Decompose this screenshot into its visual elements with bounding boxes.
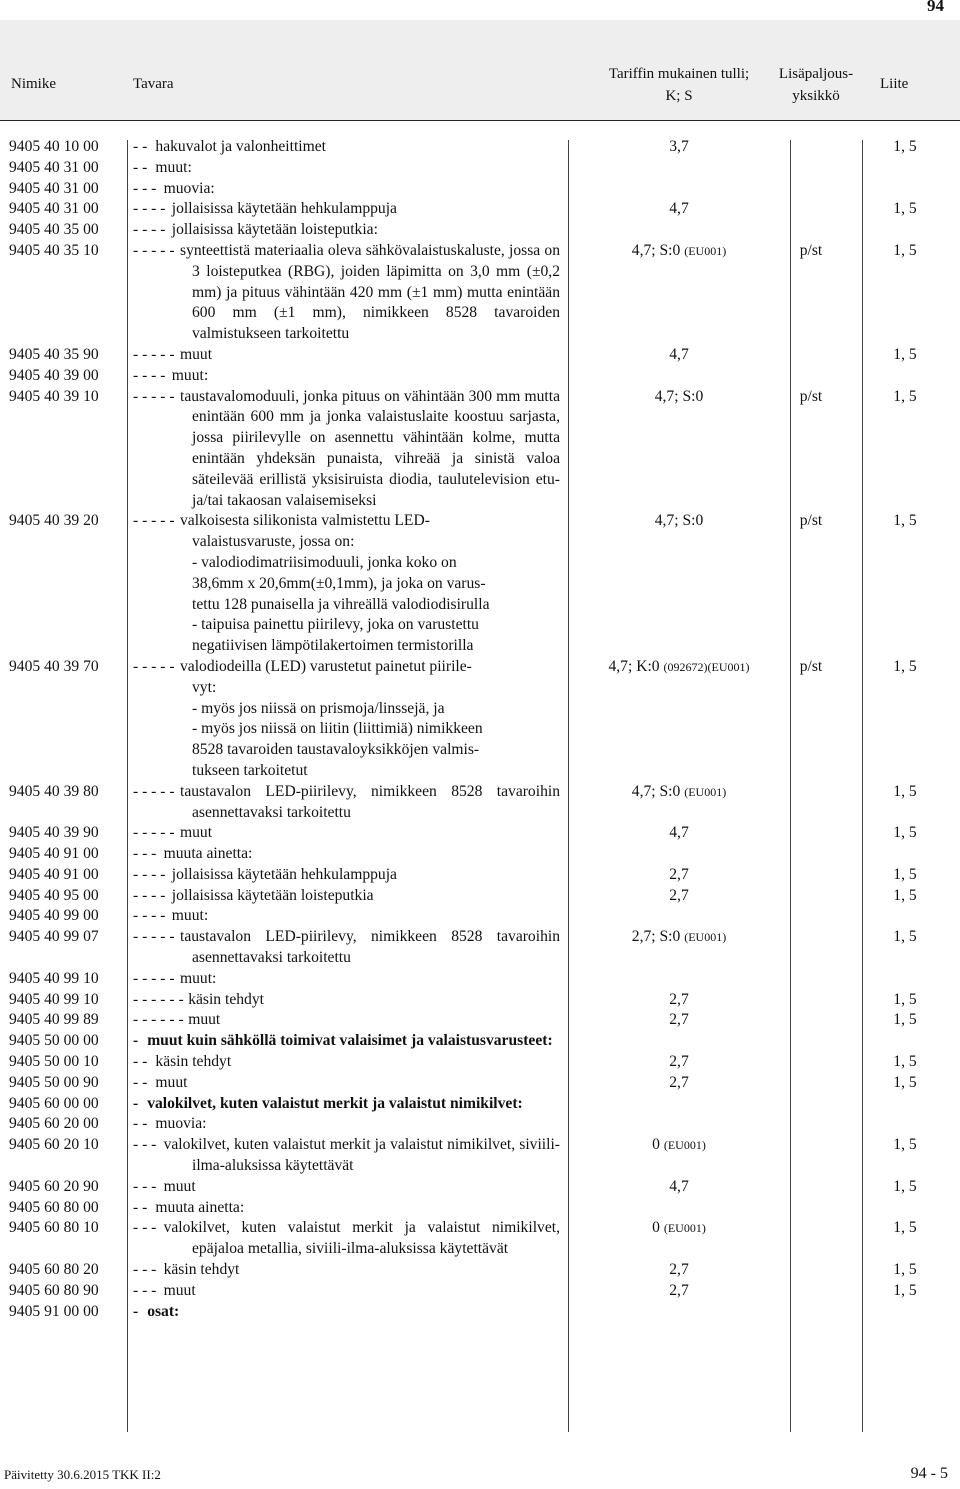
- row-tariff-value: 2,7: [669, 1011, 689, 1029]
- row-description: muut: [180, 345, 213, 363]
- row-code: 9405 60 80 00: [9, 1198, 99, 1216]
- row-description: [180, 657, 560, 782]
- row-indent-dashes: - -: [133, 1053, 148, 1071]
- table-row: [0, 220, 960, 241]
- row-description: jollaisissa käytetään hehkulamppuja: [171, 200, 397, 218]
- row-code: 9405 60 80 10: [9, 1219, 99, 1237]
- row-tariff: [568, 511, 790, 532]
- row-indent-dashes: - - - - -: [133, 928, 175, 946]
- row-description: jollaisissa käytetään loisteputkia:: [171, 221, 378, 239]
- table-row: [0, 823, 960, 844]
- row-code: 9405 40 39 00: [9, 366, 99, 384]
- table-row: [0, 657, 960, 782]
- row-indent-dashes: - - -: [133, 179, 157, 197]
- row-description: käsin tehdyt: [188, 990, 264, 1008]
- table-row: [0, 511, 960, 657]
- row-description: synteettistä materiaalia oleva sähkövalaistuskaluste, jossa on 3 loisteputkea (RBG), joiden läpimitta on 3,0 mm (±0,2 mm) ja pituus vähintään 420 mm (±1 mm) mutta enintään 600 mm (±1 mm), nimikkeen 8528 tavaroiden valmistukseen tarkoitettu: [180, 241, 560, 343]
- row-code: 9405 50 00 90: [9, 1073, 99, 1091]
- row-indent-dashes: - - - - -: [133, 345, 175, 363]
- row-tariff-value: 4,7: [669, 345, 689, 363]
- row-indent-dashes: - - - -: [133, 865, 166, 883]
- row-code: 9405 60 00 00: [9, 1094, 99, 1112]
- table-row: [0, 990, 960, 1011]
- row-annex-note: 1, 5: [893, 1073, 917, 1091]
- table-row: [0, 927, 960, 969]
- row-tariff-value: 4,7; S:0: [631, 241, 681, 259]
- row-indent-dashes: - - - -: [133, 907, 166, 925]
- row-tariff-reference: (EU001): [684, 784, 727, 799]
- table-row: [0, 345, 960, 366]
- row-description: valokilvet, kuten valaistut merkit ja valaistut nimikilvet:: [147, 1094, 523, 1112]
- row-indent-dashes: -: [133, 1094, 139, 1112]
- row-indent-dashes: -: [133, 1032, 139, 1050]
- row-code: 9405 40 99 10: [9, 969, 99, 987]
- table-row: [0, 1052, 960, 1073]
- row-tariff-reference: (EU001): [663, 1221, 706, 1236]
- row-description: muut:: [180, 969, 217, 987]
- row-description-line: valaistusvaruste, jossa on:: [192, 533, 355, 551]
- row-tariff-value: 2,7: [669, 865, 689, 883]
- row-supplementary-unit: p/st: [799, 241, 823, 259]
- row-tariff: [568, 199, 790, 220]
- row-annex-note: 1, 5: [893, 1177, 917, 1195]
- table-row: [0, 1073, 960, 1094]
- row-indent-dashes: - - -: [133, 1219, 157, 1237]
- row-tariff-value: 2,7: [669, 1261, 689, 1279]
- row-description-line: valkoisesta silikonista valmistettu LED-: [180, 512, 430, 530]
- row-tariff-value: 0: [652, 1219, 660, 1237]
- table-row: [0, 1031, 960, 1052]
- row-tariff-reference: (EU001): [684, 930, 727, 945]
- row-tariff: [568, 865, 790, 886]
- row-tariff: [568, 886, 790, 907]
- header-lisa-line2: yksikkö: [792, 88, 840, 104]
- table-row: [0, 387, 960, 512]
- row-annex-note: 1, 5: [893, 990, 917, 1008]
- header-lisa-line1: Lisäpaljous-: [778, 66, 854, 82]
- row-indent-dashes: - - - -: [133, 366, 166, 384]
- row-annex-note: 1, 5: [893, 865, 917, 883]
- row-description: muovia:: [155, 1115, 207, 1133]
- row-tariff-value: 2,7; S:0: [631, 928, 681, 946]
- row-tariff: [568, 1281, 790, 1302]
- row-code: 9405 91 00 00: [9, 1302, 99, 1320]
- table-row: [0, 1302, 960, 1323]
- row-description: muut: [163, 1281, 196, 1299]
- table-row: [0, 1260, 960, 1281]
- table-row: [0, 137, 960, 158]
- row-annex-note: 1, 5: [893, 1011, 917, 1029]
- row-annex-note: 1, 5: [893, 1281, 917, 1299]
- row-code: 9405 40 39 90: [9, 824, 99, 842]
- row-description: muut: [155, 1073, 188, 1091]
- row-supplementary-unit: p/st: [799, 512, 823, 530]
- table-header: [0, 20, 960, 121]
- row-tariff: [568, 657, 790, 678]
- row-tariff-value: 4,7; S:0: [654, 512, 704, 530]
- row-indent-dashes: - -: [133, 1115, 148, 1133]
- row-description-line: - myös jos niissä on liitin (liittimiä) nimikkeen: [192, 720, 483, 738]
- row-tariff: [568, 387, 790, 408]
- row-description: muut:: [171, 366, 209, 384]
- header-liite: Liite: [880, 76, 909, 92]
- row-indent-dashes: - - - -: [133, 221, 166, 239]
- row-annex-note: 1, 5: [893, 657, 917, 675]
- row-code: 9405 40 35 90: [9, 345, 99, 363]
- row-indent-dashes: - - - - -: [133, 387, 175, 405]
- header-tulli-line2: K; S: [665, 88, 693, 104]
- row-description-line: valodiodeilla (LED) varustetut painetut piirile-: [180, 657, 472, 675]
- row-code: 9405 50 00 10: [9, 1053, 99, 1071]
- row-description: muut: [163, 1177, 196, 1195]
- row-annex-note: 1, 5: [893, 345, 917, 363]
- row-description-line: 38,6mm x 20,6mm(±0,1mm), ja joka on varus-: [192, 574, 486, 592]
- row-description-line: - myös jos niissä on prismoja/linssejä, ja: [192, 699, 445, 717]
- row-indent-dashes: - - - - - -: [133, 990, 184, 1008]
- row-tariff-value: 4,7: [669, 200, 689, 218]
- row-description: muut: [188, 1011, 221, 1029]
- row-code: 9405 40 31 00: [9, 179, 99, 197]
- row-description: muovia:: [163, 179, 215, 197]
- row-indent-dashes: - - -: [133, 1261, 157, 1279]
- row-indent-dashes: - - - - -: [133, 969, 175, 987]
- row-tariff-value: 2,7: [669, 1073, 689, 1091]
- row-tariff: [568, 241, 790, 262]
- row-tariff: [568, 927, 790, 948]
- row-tariff-value: 0: [652, 1136, 660, 1154]
- row-tariff: [568, 1052, 790, 1073]
- row-description: muut:: [155, 158, 192, 176]
- row-description: taustavalon LED-piirilevy, nimikkeen 8528 tavaroihin asennettavaksi tarkoitettu: [180, 928, 560, 967]
- row-code: 9405 40 10 00: [9, 138, 99, 155]
- header-nimike: Nimike: [11, 76, 56, 92]
- tariff-table-body: [0, 137, 960, 1322]
- table-row: [0, 782, 960, 824]
- row-tariff: [568, 823, 790, 844]
- row-supplementary-unit: p/st: [799, 387, 823, 405]
- row-description: taustavalon LED-piirilevy, nimikkeen 8528 tavaroihin asennettavaksi tarkoitettu: [180, 782, 560, 821]
- row-tariff: [568, 1177, 790, 1198]
- row-annex-note: 1, 5: [893, 138, 917, 155]
- row-code: 9405 40 99 07: [9, 928, 99, 946]
- header-tulli: [584, 63, 774, 107]
- row-tariff-reference: (EU001): [663, 1138, 706, 1153]
- table-row: [0, 241, 960, 345]
- table-row: [0, 886, 960, 907]
- row-annex-note: 1, 5: [893, 824, 917, 842]
- row-description: osat:: [147, 1302, 180, 1320]
- row-description: hakuvalot ja valonheittimet: [155, 138, 327, 155]
- row-tariff-value: 2,7: [669, 990, 689, 1008]
- row-code: 9405 40 91 00: [9, 865, 99, 883]
- row-tariff-reference: (EU001): [684, 243, 727, 258]
- row-code: 9405 40 95 00: [9, 886, 99, 904]
- row-indent-dashes: - - - - -: [133, 657, 175, 675]
- row-code: 9405 60 20 00: [9, 1115, 99, 1133]
- row-tariff-value: 3,7: [669, 138, 689, 155]
- row-tariff-value: 2,7: [669, 886, 689, 904]
- table-row: [0, 1198, 960, 1219]
- row-description-line: - valodiodimatriisimoduuli, jonka koko on: [192, 553, 457, 571]
- row-description-line: - taipuisa painettu piirilevy, joka on varustettu: [192, 616, 479, 634]
- row-tariff-reference: (092672)(EU001): [663, 659, 750, 674]
- row-annex-note: 1, 5: [893, 1261, 917, 1279]
- row-description-line: negatiivisen lämpötilakertoimen termistorilla: [192, 637, 474, 655]
- row-tariff: [568, 1218, 790, 1239]
- row-annex-note: 1, 5: [893, 1136, 917, 1154]
- row-code: 9405 40 91 00: [9, 845, 99, 863]
- row-code: 9405 40 31 00: [9, 158, 99, 176]
- row-tariff: [568, 1260, 790, 1281]
- row-tariff: [568, 1135, 790, 1156]
- row-indent-dashes: - - -: [133, 845, 157, 863]
- row-indent-dashes: - -: [133, 1198, 148, 1216]
- row-code: 9405 60 20 10: [9, 1136, 99, 1154]
- row-code: 9405 40 35 00: [9, 221, 99, 239]
- row-tariff-value: 4,7: [669, 824, 689, 842]
- row-description: käsin tehdyt: [163, 1261, 240, 1279]
- row-code: 9405 40 39 10: [9, 387, 99, 405]
- row-indent-dashes: - - - -: [133, 886, 166, 904]
- footer-updated: Päivitetty 30.6.2015 TKK II:2: [4, 1467, 161, 1482]
- row-tariff-value: 2,7: [669, 1053, 689, 1071]
- row-indent-dashes: - -: [133, 138, 148, 155]
- table-row: [0, 1010, 960, 1031]
- row-annex-note: 1, 5: [893, 928, 917, 946]
- row-tariff: [568, 1073, 790, 1094]
- row-annex-note: 1, 5: [893, 200, 917, 218]
- row-code: 9405 40 39 70: [9, 657, 99, 675]
- row-code: 9405 40 99 89: [9, 1011, 99, 1029]
- row-indent-dashes: - - - - - -: [133, 1011, 184, 1029]
- row-code: 9405 40 35 10: [9, 241, 99, 259]
- table-row: [0, 1135, 960, 1177]
- table-row: [0, 158, 960, 179]
- row-tariff-value: 4,7; S:0: [654, 387, 704, 405]
- row-code: 9405 40 39 20: [9, 512, 99, 530]
- row-indent-dashes: - - -: [133, 1136, 157, 1154]
- header-tavara: Tavara: [133, 76, 174, 92]
- row-tariff: [568, 137, 790, 158]
- row-description: jollaisissa käytetään loisteputkia: [171, 886, 374, 904]
- table-row: [0, 865, 960, 886]
- header-lisapaljous: [770, 63, 862, 107]
- table-row: [0, 199, 960, 220]
- row-description: muuta ainetta:: [163, 845, 253, 863]
- table-row: [0, 1094, 960, 1115]
- row-annex-note: 1, 5: [893, 1219, 917, 1237]
- row-description: valokilvet, kuten valaistut merkit ja valaistut nimikilvet, epäjaloa metallia, siviili-ilma-aluksissa käytettävät: [163, 1219, 560, 1258]
- header-tulli-line1: Tariffin mukainen tulli;: [608, 66, 750, 82]
- row-description: [180, 511, 560, 657]
- row-indent-dashes: - - - - -: [133, 512, 175, 530]
- row-code: 9405 40 31 00: [9, 200, 99, 218]
- row-supplementary-unit: p/st: [799, 657, 823, 675]
- table-row: [0, 1114, 960, 1135]
- row-indent-dashes: - - -: [133, 1281, 157, 1299]
- row-description: muut: [180, 824, 213, 842]
- row-tariff: [568, 345, 790, 366]
- row-annex-note: 1, 5: [893, 241, 917, 259]
- row-description-line: tettu 128 punaisella ja vihreällä valodiodisirulla: [192, 595, 490, 613]
- footer-page-ref: 94 - 5: [910, 1465, 948, 1482]
- row-description: valokilvet, kuten valaistut merkit ja valaistut nimikilvet, siviili-ilma-aluksissa käytettävät: [163, 1136, 560, 1175]
- row-tariff: [568, 782, 790, 803]
- row-tariff: [568, 990, 790, 1011]
- row-indent-dashes: - -: [133, 1073, 148, 1091]
- row-annex-note: 1, 5: [893, 387, 917, 405]
- row-description-line: 8528 tavaroiden taustavaloyksikköjen valmis-: [192, 741, 480, 759]
- row-annex-note: 1, 5: [893, 886, 917, 904]
- row-description-line: tukseen tarkoitetut: [192, 761, 308, 779]
- row-indent-dashes: - - -: [133, 1177, 157, 1195]
- row-description: muut kuin sähköllä toimivat valaisimet ja valaistusvarusteet:: [147, 1032, 553, 1050]
- row-indent-dashes: - - - - -: [133, 782, 175, 800]
- row-indent-dashes: - - - -: [133, 200, 166, 218]
- page-number: 94: [927, 0, 944, 15]
- row-tariff-value: 4,7: [669, 1177, 689, 1195]
- row-annex-note: 1, 5: [893, 512, 917, 530]
- row-description: muut:: [171, 907, 209, 925]
- row-description: taustavalomoduuli, jonka pituus on vähintään 300 mm mutta enintään 600 mm ja jonka valaistuslaite koostuu sarjasta, jossa piirilevylle on asennettu vähintään kolme, mutta enintään yhdeksän punaista, vihreää ja sinistä valoa säteilevää erillistä yksisiruista diodia, taulutelevision etu- ja/tai takaosan valaisemiseksi: [180, 387, 560, 509]
- row-code: 9405 60 20 90: [9, 1177, 99, 1195]
- row-tariff-value: 4,7; K:0: [608, 657, 660, 675]
- row-description: käsin tehdyt: [155, 1053, 232, 1071]
- table-row: [0, 179, 960, 200]
- row-code: 9405 50 00 00: [9, 1032, 99, 1050]
- row-code: 9405 40 39 80: [9, 782, 99, 800]
- row-annex-note: 1, 5: [893, 1053, 917, 1071]
- table-row: [0, 1218, 960, 1260]
- table-row: [0, 844, 960, 865]
- row-description-line: vyt:: [192, 678, 217, 696]
- row-indent-dashes: - -: [133, 158, 148, 176]
- table-row: [0, 969, 960, 990]
- table-row: [0, 906, 960, 927]
- row-indent-dashes: -: [133, 1302, 139, 1320]
- row-annex-note: 1, 5: [893, 782, 917, 800]
- row-tariff-value: 2,7: [669, 1281, 689, 1299]
- row-code: 9405 40 99 10: [9, 990, 99, 1008]
- row-indent-dashes: - - - - -: [133, 241, 175, 259]
- row-description: muuta ainetta:: [155, 1198, 245, 1216]
- row-description: jollaisissa käytetään hehkulamppuja: [171, 865, 397, 883]
- row-tariff: [568, 1010, 790, 1031]
- table-row: [0, 366, 960, 387]
- row-code: 9405 40 99 00: [9, 907, 99, 925]
- row-tariff-value: 4,7; S:0: [631, 782, 681, 800]
- table-row: [0, 1177, 960, 1198]
- table-row: [0, 1281, 960, 1302]
- row-indent-dashes: - - - - -: [133, 824, 175, 842]
- row-code: 9405 60 80 20: [9, 1261, 99, 1279]
- row-code: 9405 60 80 90: [9, 1281, 99, 1299]
